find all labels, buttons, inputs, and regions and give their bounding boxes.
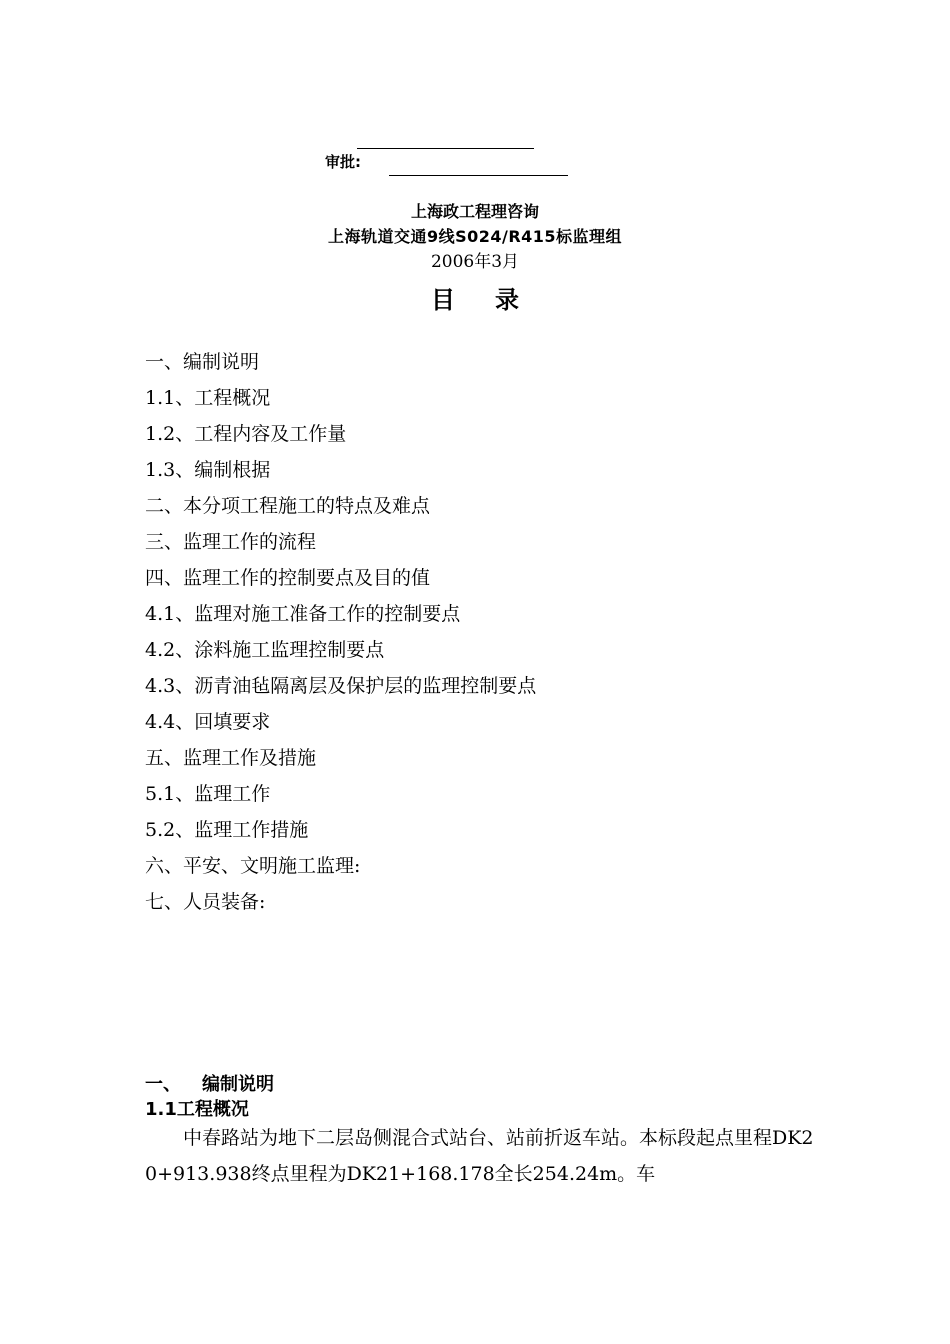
toc-item: 四、监理工作的控制要点及目的值 <box>145 567 431 589</box>
body-paragraph: 中春路站为地下二层岛侧混合式站台、站前折返车站。本标段起点里程DK20+913.938终点里程为DK21+168.178全长254.24m。车 <box>145 1127 814 1185</box>
signature-line-top <box>357 148 534 149</box>
section-heading-1-1: 1.1工程概况 <box>145 1099 249 1120</box>
toc-item: 五、监理工作及措施 <box>145 747 317 769</box>
toc-item: 4.3、沥青油毡隔离层及保护层的监理控制要点 <box>145 675 537 697</box>
toc-item: 六、平安、文明施工监理: <box>145 855 361 877</box>
toc-item: 4.4、回填要求 <box>145 711 271 733</box>
toc-item: 三、监理工作的流程 <box>145 531 317 553</box>
toc-item: 1.1、工程概况 <box>145 387 271 409</box>
section-number: 一、 <box>145 1074 181 1095</box>
company-name: 上海政工程理咨询 <box>410 202 539 221</box>
toc-item: 5.1、监理工作 <box>145 783 271 805</box>
toc-item: 5.2、监理工作措施 <box>145 819 309 841</box>
toc-item: 二、本分项工程施工的特点及难点 <box>145 495 431 517</box>
toc-title: 目录 <box>431 286 559 314</box>
supervision-group: 上海轨道交通9线S024/R415标监理组 <box>327 227 623 246</box>
toc-item: 一、编制说明 <box>145 351 260 373</box>
section-title: 编制说明 <box>202 1074 274 1095</box>
toc-item: 4.2、涂料施工监理控制要点 <box>145 639 385 661</box>
document-date: 2006年3月 <box>430 252 520 272</box>
toc-item: 4.1、监理对施工准备工作的控制要点 <box>145 603 461 625</box>
approval-signature-line <box>389 175 568 176</box>
toc-item: 1.3、编制根据 <box>145 459 271 481</box>
section-heading-1 <box>145 1070 274 1100</box>
approval-label: 审批: <box>325 153 361 171</box>
toc-item: 七、人员装备: <box>145 891 266 913</box>
toc-item: 1.2、工程内容及工作量 <box>145 423 347 445</box>
table-of-contents <box>145 344 536 920</box>
